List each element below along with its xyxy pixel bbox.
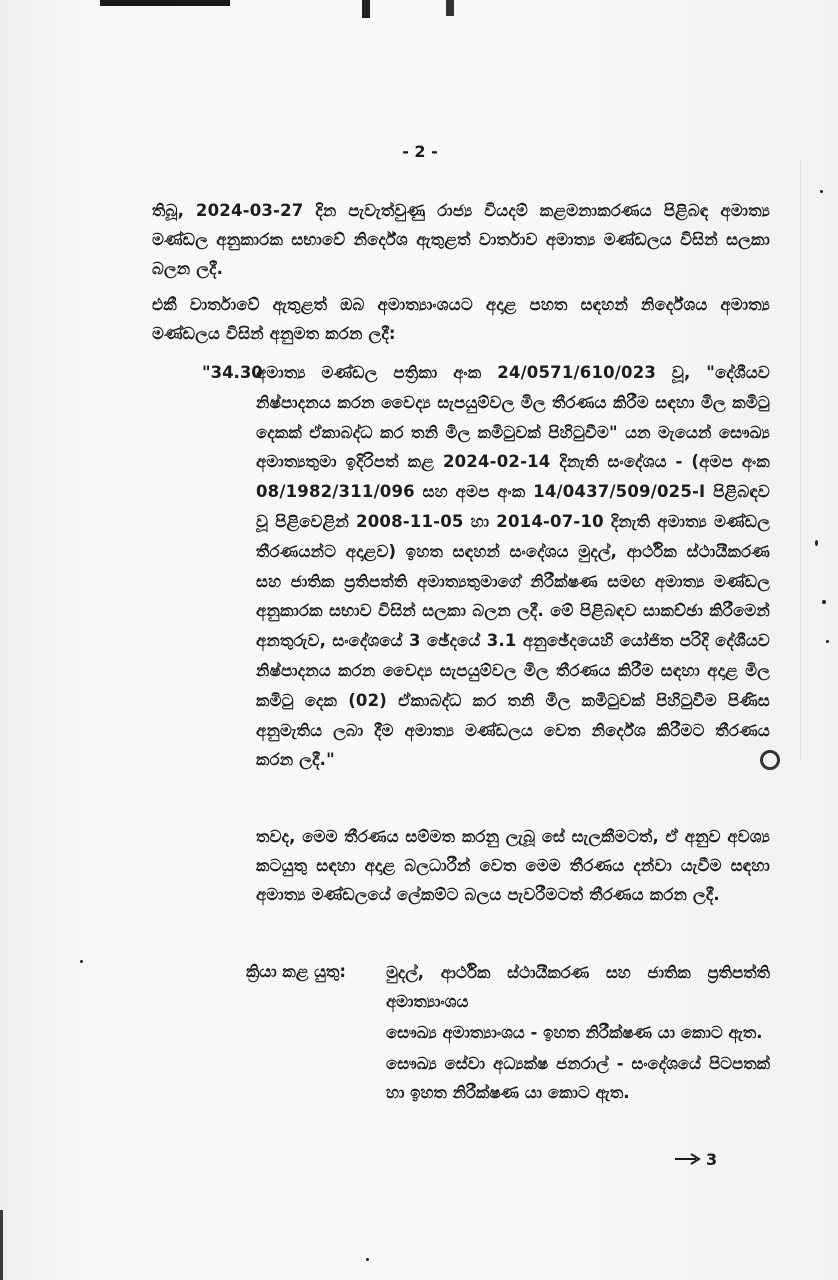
action-item: සෞඛ්‍ය සේවා අධ්‍යක්ෂ ජනරාල් - සංදේශයේ පිටපතක් හා ඉහත නිරීක්ෂණ යා කොට ඇත. — [386, 1054, 770, 1102]
next-page-indicator — [674, 1150, 717, 1169]
page-fold — [800, 160, 801, 760]
scan-speck — [820, 190, 823, 193]
right-arrow-icon — [674, 1150, 702, 1169]
action-item: මුදල්, ආර්ථික ස්ථායීකරණ සහ ජාතික ප්‍රතිපත්ති අමාත්‍යාංශය — [386, 963, 770, 1011]
action-label: ක්‍රියා කළ යුතු: — [246, 962, 347, 981]
paragraph-authorization: තවද, මෙම තීරණය සම්මත කරනු ලැබූ සේ සැලකීමටත්, ඒ අනුව අවශ්‍ය කටයුතු සඳහා අදාළ බලධාරීන් වෙත මෙම තීරණය දන්වා යැවීම සඳහා අමාත්‍ය මණ්ඩලයේ ලේකම්ට බලය පැවරීමටත් තීරණය කරන ලදී. — [256, 827, 770, 904]
scan-speck — [826, 640, 829, 643]
action-item: සෞඛ්‍ය අමාත්‍යාංශය - ඉහත නිරීක්ෂණ යා කොට ඇත. — [386, 1023, 763, 1042]
scan-speck — [80, 960, 83, 963]
scan-artifact — [0, 1210, 3, 1280]
scan-artifact — [446, 0, 454, 16]
scan-speck — [366, 1258, 369, 1261]
scan-artifact — [362, 0, 370, 18]
scan-artifact — [100, 0, 230, 6]
recommendation-quote: අමාත්‍ය මණ්ඩල පත්‍රිකා අංක 24/0571/610/023 වූ, "දේශීයව නිෂ්පාදනය කරන වෛද්‍ය සැපයුම්වල මිල තීරණය කිරීම සඳහා මිල කමිටු දෙකක් ඒකාබද්ධ කර තනි මිල කමිටුවක් පිහිටුවීම" යන මැයෙන් සෞඛ්‍ය අමාත්‍යතුමා ඉදිරිපත් කළ 2024-02-14 දිනැති සංදේශය - (අමප අංක 08/1982/311/096 සහ අමප අංක 14/0437/509/025-I පිළිබඳව වූ පිළිවෙළින් 2008-11-05 හා 2014-07-10 දිනැති අමාත්‍ය මණ්ඩල තීරණයන්ට අදාළව) ඉහත සඳහන් සංදේශය මුදල්, ආර්ථික ස්ථායීකරණ සහ ජාතික ප්‍රතිපත්ති අමාත්‍යතුමාගේ නිරීක්ෂණ සමඟ අමාත්‍ය මණ්ඩල අනුකාරක සභාව විසින් සලකා බලන ලදී. මේ පිළිබඳව සාකච්ඡා කිරීමෙන් අනතුරුව, සංදේශයේ 3 ඡේදයේ 3.1 අනුඡේදයෙහි යෝජිත පරිදි දේශීයව නිෂ්පාදනය කරන වෛද්‍ය සැපයුම්වල මිල තීරණය කිරීම සඳහා අදාළ මිල කමිටු දෙක (02) ඒකාබද්ධ කර තනි මිල කමිටුවක් පිහිටුවීම පිණිස අනුමැතිය ලබා දීම අමාත්‍ය මණ්ඩලය වෙත නිර්දේශ කිරීමට තීරණය කරන ලදී." — [256, 363, 770, 770]
scan-speck — [822, 600, 826, 604]
page-number: - 2 - — [402, 142, 438, 161]
next-page-number: 3 — [706, 1150, 718, 1169]
paragraph-recommendation-approved: එකී වාර්තාවේ ඇතුළත් ඔබ අමාත්‍යාංශයට අදාළ පහත සඳහන් නිර්දේශය අමාත්‍ය මණ්ඩලය විසින් අනුමත කරන ලදී: — [152, 295, 770, 343]
action-list — [386, 958, 770, 1109]
recommendation-number: "34.30 — [202, 363, 263, 382]
scan-speck — [815, 540, 818, 546]
paragraph-report-considered: තිබූ, 2024-03-27 දින පැවැත්වුණු රාජ්‍ය වියදම් කළමනාකරණය පිළිබඳ අමාත්‍ය මණ්ඩල අනුකාරක සභාවේ නිර්දේශ ඇතුළත් වාර්තාව අමාත්‍ය මණ්ඩලය විසින් සලකා බලන ලදී. — [152, 201, 770, 278]
